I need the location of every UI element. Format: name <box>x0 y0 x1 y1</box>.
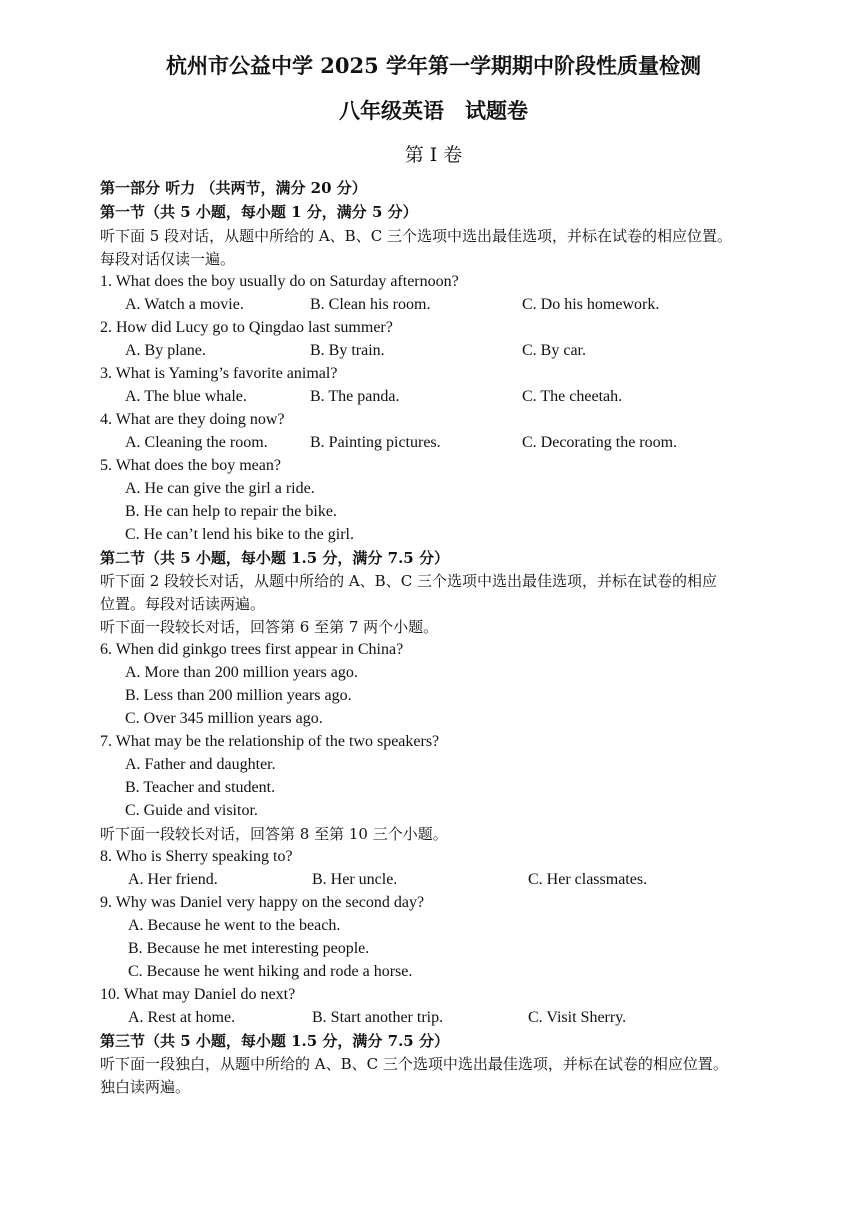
section1-instruction: 听下面 5 段对话，从题中所给的 A、B、C 三个选项中选出最佳选项，并标在试卷的相应位置。 <box>100 227 732 245</box>
option-c: C. Guide and visitor. <box>125 802 258 819</box>
option-c: C. Her classmates. <box>528 871 648 888</box>
option-b: B. By train. <box>310 342 385 359</box>
option-c: C. Over 345 million years ago. <box>125 710 323 727</box>
school-title: 杭州市公益中学 2025 学年第一学期期中阶段性质量检测 <box>165 53 702 78</box>
option-a: A. Because he went to the beach. <box>128 917 341 934</box>
option-a: A. Rest at home. <box>128 1009 236 1026</box>
option-c: C. Decorating the room. <box>522 434 678 451</box>
option-b: B. Less than 200 million years ago. <box>125 687 352 704</box>
option-b: B. Painting pictures. <box>310 434 441 451</box>
question-stem: 7. What may be the relationship of the two speakers? <box>100 733 440 750</box>
option-a: A. He can give the girl a ride. <box>125 480 315 497</box>
option-b: B. Clean his room. <box>310 296 431 313</box>
option-a: A. Cleaning the room. <box>125 434 268 451</box>
option-a: A. Her friend. <box>128 871 218 888</box>
option-b: B. The panda. <box>310 388 400 405</box>
option-c: C. The cheetah. <box>522 388 623 405</box>
question-stem: 8. Who is Sherry speaking to? <box>100 848 293 865</box>
option-c: C. Because he went hiking and rode a horse. <box>128 963 413 980</box>
section3-instruction-cont: 独白读两遍。 <box>100 1078 191 1096</box>
section1-instruction-cont: 每段对话仅读一遍。 <box>100 250 236 268</box>
option-b: B. Because he met interesting people. <box>128 940 370 957</box>
section1-heading: 第一节（共 5 小题，每小题 1 分，满分 5 分） <box>100 203 418 221</box>
question-stem: 6. When did ginkgo trees first appear in China? <box>100 641 404 658</box>
subject-title: 八年级英语 试题卷 <box>339 98 528 123</box>
option-a: A. The blue whale. <box>125 388 247 405</box>
option-c: C. Visit Sherry. <box>528 1009 627 1026</box>
dialogue-intro: 听下面一段较长对话，回答第 8 至第 10 三个小题。 <box>100 825 448 843</box>
section3-instruction: 听下面一段独白，从题中所给的 A、B、C 三个选项中选出最佳选项，并标在试卷的相应位置。 <box>100 1055 728 1073</box>
question-stem: 10. What may Daniel do next? <box>100 986 296 1003</box>
section2-heading: 第二节（共 5 小题，每小题 1.5 分，满分 7.5 分） <box>100 549 449 567</box>
part1-heading: 第一部分 听力 （共两节，满分 20 分） <box>100 179 367 197</box>
option-b: B. He can help to repair the bike. <box>125 503 337 520</box>
section2-instruction-cont: 位置。每段对话读两遍。 <box>100 595 266 613</box>
option-a: A. Watch a movie. <box>125 296 244 313</box>
option-a: A. More than 200 million years ago. <box>125 664 358 681</box>
question-stem: 1. What does the boy usually do on Saturday afternoon? <box>100 273 459 290</box>
question-stem: 5. What does the boy mean? <box>100 457 281 474</box>
option-c: C. Do his homework. <box>522 296 660 313</box>
volume-label: 第 I 卷 <box>404 144 463 166</box>
section2-instruction: 听下面 2 段较长对话，从题中所给的 A、B、C 三个选项中选出最佳选项，并标在试卷的相应 <box>100 572 717 590</box>
question-stem: 4. What are they doing now? <box>100 411 285 428</box>
dialogue-intro: 听下面一段较长对话，回答第 6 至第 7 两个小题。 <box>100 618 439 636</box>
option-c: C. He can’t lend his bike to the girl. <box>125 526 354 543</box>
question-stem: 3. What is Yaming’s favorite animal? <box>100 365 338 382</box>
option-a: A. By plane. <box>125 342 206 359</box>
question-stem: 2. How did Lucy go to Qingdao last summer? <box>100 319 393 336</box>
option-b: B. Start another trip. <box>312 1009 444 1026</box>
section3-heading: 第三节（共 5 小题，每小题 1.5 分，满分 7.5 分） <box>100 1032 449 1050</box>
option-b: B. Teacher and student. <box>125 779 276 796</box>
option-c: C. By car. <box>522 342 586 359</box>
option-a: A. Father and daughter. <box>125 756 276 773</box>
question-stem: 9. Why was Daniel very happy on the second day? <box>100 894 425 911</box>
option-b: B. Her uncle. <box>312 871 398 888</box>
